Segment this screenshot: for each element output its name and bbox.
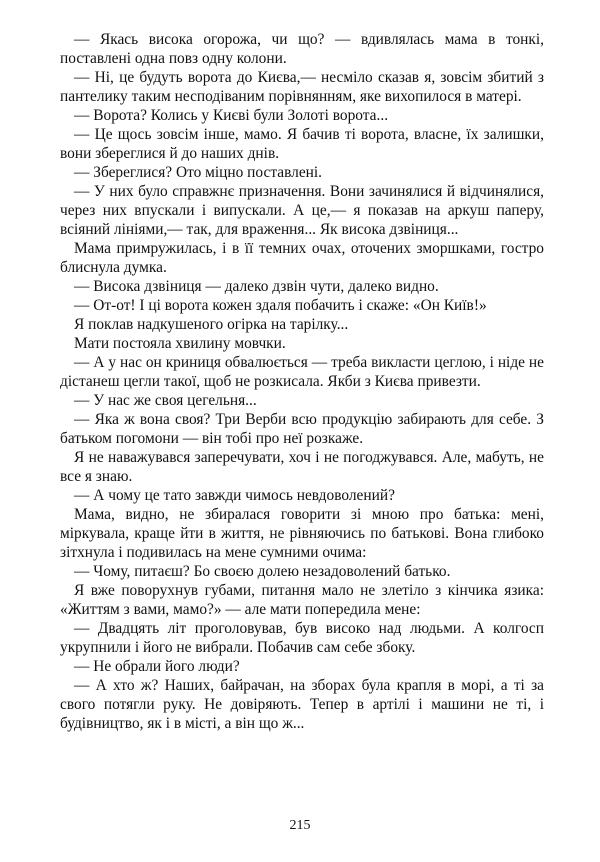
- paragraph-3: — Ворота? Колись у Києві були Золоті ворота...: [74, 107, 389, 124]
- paragraph-13: — У нас же своя цегельня...: [74, 392, 257, 409]
- paragraph-2: — Ні, це будуть ворота до Києва,— несміло сказав я, зовсім збитий з пантелику таким несподіваним порівнянням, яке вихопилося в матері.: [60, 69, 544, 105]
- paragraph-19: Я вже поворухнув губами, питання мало не злетіло з кінчика язика: «Життям з вами, мамо?» — але мати попередила мене:: [60, 582, 544, 618]
- paragraph-15: Я не наважувався заперечувати, хоч і не погоджувався. Але, мабуть, не все я знаю.: [60, 449, 544, 485]
- paragraph-12: — А у нас он криниця обвалюється — треба викласти цеглою, і ніде не дістанеш цегли такої, щоб не розкисала. Якби з Києва привезти.: [60, 354, 544, 390]
- paragraph-21: — Не обрали його люди?: [74, 658, 240, 675]
- paragraph-10: Я поклав надкушеного огірка на тарілку...: [74, 316, 349, 333]
- paragraph-17: Мама, видно, не збиралася говорити зі мною про батька: мені, міркувала, краще йти в життя, не рівняючись по батькові. Вона глибоко зітхнула і подивилась на мене сумними очима:: [60, 506, 544, 561]
- paragraph-5: — Збереглися? Ото міцно поставлені.: [74, 164, 323, 181]
- paragraph-8: — Висока дзвіниця — далеко дзвін чути, далеко видно.: [74, 278, 439, 295]
- paragraph-9: — От-от! І ці ворота кожен здаля побачить і скаже: «Он Київ!»: [74, 297, 487, 314]
- paragraph-7: Мама примружилась, і в її темних очах, оточених зморшками, гостро блиснула думка.: [60, 240, 544, 276]
- paragraph-11: Мати постояла хвилину мовчки.: [74, 335, 286, 352]
- paragraph-6: — У них було справжнє призначення. Вони зачинялися й відчинялися, через них впускали і випускали. А це,— я показав на аркуш паперу, всіяний лініями,— так, для враження... Як висока дзвіниця...: [60, 183, 544, 238]
- paragraph-18: — Чому, питаєш? Бо своєю долею незадоволений батько.: [74, 563, 451, 580]
- paragraph-16: — А чому це тато завжди чимось невдоволений?: [74, 487, 395, 504]
- paragraph-14: — Яка ж вона своя? Три Верби всю продукцію забирають для себе. З батьком погомони — він тобі про неї розкаже.: [60, 411, 544, 447]
- body-text: [60, 30, 544, 733]
- paragraph-1: — Якась висока огорожа, чи що? — вдивлялась мама в тонкі, поставлені одна повз одну колони.: [60, 31, 544, 67]
- paragraph-20: — Двадцять літ проголовував, був високо над людьми. А колгосп укрупнили і його не вибрали. Побачив сам себе збоку.: [60, 620, 544, 656]
- paragraph-22: — А хто ж? Наших, байрачан, на зборах була крапля в морі, а ті за свого потягли руку. Не довіряють. Тепер в артілі і машини не ті, і будівництво, як і в місті, а він що ж...: [60, 677, 544, 732]
- page-number: 215: [289, 818, 311, 833]
- paragraph-4: — Це щось зовсім інше, мамо. Я бачив ті ворота, власне, їх залишки, вони збереглися й до наших днів.: [60, 126, 544, 162]
